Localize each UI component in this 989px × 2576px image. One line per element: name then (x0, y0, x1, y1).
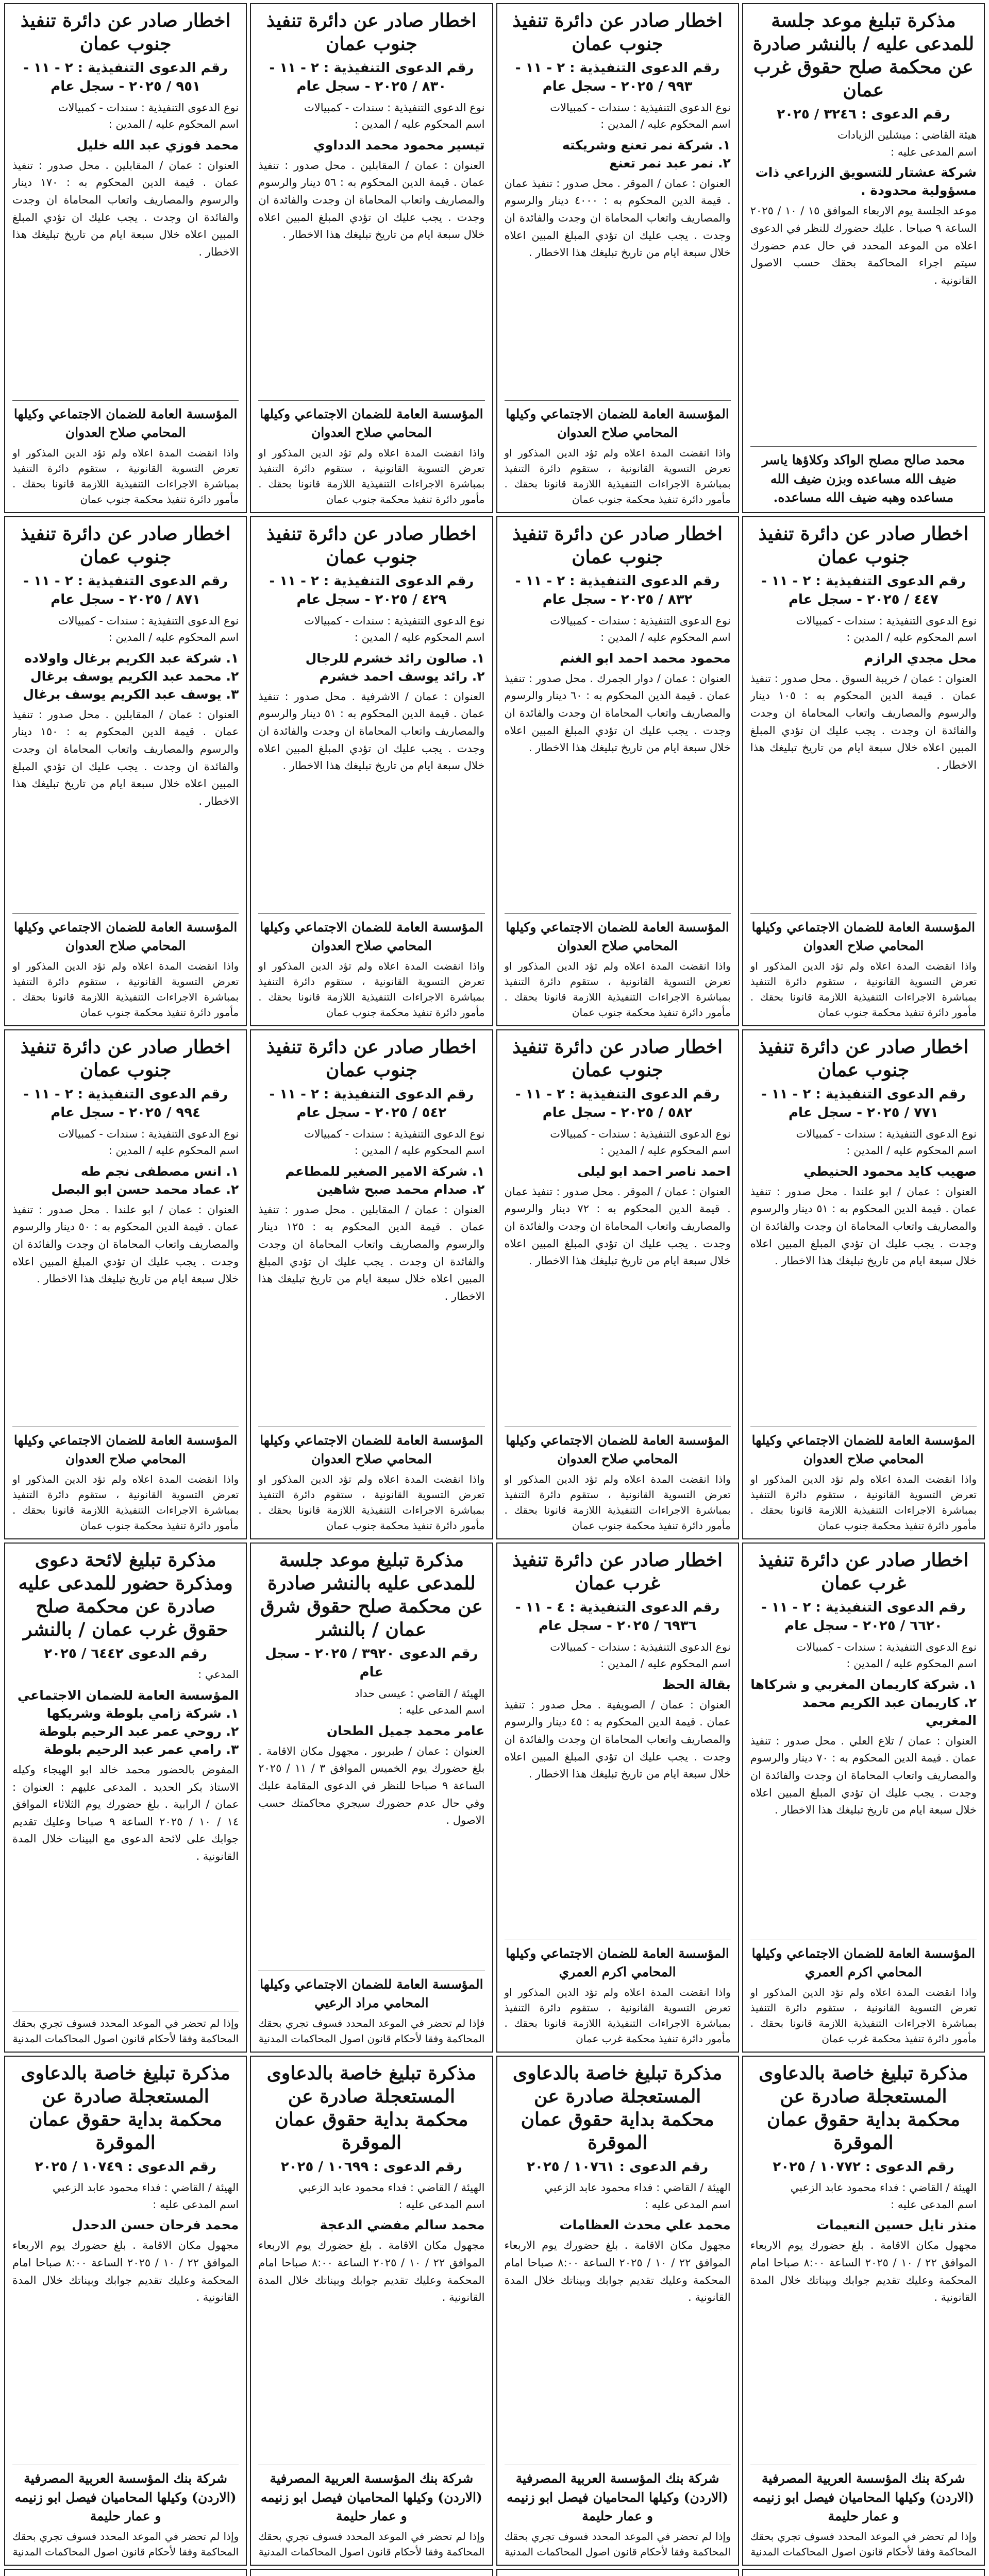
notice-body: مجهول مكان الاقامة . بلغ حضورك يوم الاربعاء الموافق ٢٢ / ١٠ / ٢٠٢٥ الساعة ٨:٠٠ صباحا امام المحكمة وعليك تقديم جوابك وبيناتك خلال المدة القانونية . (12, 2239, 239, 2304)
notice-details (505, 99, 731, 133)
party-name: ٢. كاريمان عبد الكريم محمد المغربي (802, 1694, 977, 1728)
legal-notice (742, 1029, 985, 1539)
notice-footer: واذا انقضت المدة اعلاه ولم تؤد الدين المذكور او تعرض التسوية القانونية ، ستقوم دائرة التنفيذ بمباشرة الاجراءات التنفيذية اللازمة قانونا بحقك . مأمور دائرة تنفيذ محكمة جنوب عمان (258, 960, 485, 1019)
legal-notice (4, 1543, 247, 2053)
notice-signature: المؤسسة العامة للضمان الاجتماعي وكيلها المحامي اكرم العمري (751, 1945, 976, 1979)
notice-detail-line: الهيئة / القاضي : فداء محمود عابد الزعبي (298, 2181, 485, 2194)
notice-title: اخطار صادر عن دائرة تنفيذ غرب عمان (512, 1549, 723, 1594)
legal-notice (250, 2569, 493, 2576)
notice-footer: واذا انقضت المدة اعلاه ولم تؤد الدين المذكور او تعرض التسوية القانونية ، ستقوم دائرة التنفيذ بمباشرة الاجراءات التنفيذية اللازمة قانونا بحقك . مأمور دائرة تنفيذ محكمة جنوب عمان (504, 447, 731, 505)
defendant-names (258, 1722, 484, 1740)
notice-body: العنوان : عمان / تلاع العلي . محل صدور : تنفيذ عمان . قيمة الدين المحكوم به : ٧٠ دينار والرسوم والمصاريف واتعاب المحاماة ان وجدت والفائدة ان وجدت . يجب عليك ان تؤدي المبلغ المبين اعلاه خلال سبعة ايام من تاريخ تبليغك هذا الاخطار . (750, 1734, 977, 1817)
notice-details (505, 1639, 731, 1672)
notice-title: اخطار صادر عن دائرة تنفيذ جنوب عمان (758, 1036, 969, 1081)
notice-title: اخطار صادر عن دائرة تنفيذ جنوب عمان (20, 10, 231, 55)
notice-details (750, 2179, 977, 2213)
notice-footer: وإذا لم تحضر في الموعد المحدد فسوف تجري بحقك المحاكمة وفقا لأحكام قانون اصول المحاكمات المدنية (12, 2530, 239, 2558)
notice-title: اخطار صادر عن دائرة تنفيذ جنوب عمان (758, 523, 969, 568)
party-name: ٢. صدام محمد صبح شاهين (316, 1181, 485, 1197)
notice-detail-line: اسم المدعى عليه : (890, 145, 977, 158)
notices-grid (4, 3, 985, 2576)
party-name: محل مجدي الرازم (864, 650, 977, 666)
notice-title: مذكرة تبليغ موعد جلسة للمدعى عليه / بالنشر صادرة عن محكمة صلح حقوق غرب عمان (752, 10, 975, 101)
notice-detail-line: اسم المحكوم عليه / المدين : (600, 1144, 731, 1157)
notice-details (750, 613, 977, 646)
party-name: عامر محمد جميل الطحان (326, 1723, 485, 1738)
notice-footer: وإذا لم تحضر في الموعد المحدد فسوف تجري بحقك المحاكمة وفقا لأحكام قانون اصول المحاكمات المدنية (258, 2530, 485, 2558)
notice-title: اخطار صادر عن دائرة تنفيذ جنوب عمان (512, 10, 723, 55)
legal-notice (250, 2056, 493, 2566)
party-name: ١. شركة نمر تعنع وشريكته (562, 137, 731, 152)
notice-body: العنوان : عمان / الصويفية . محل صدور : تنفيذ عمان . قيمة الدين المحكوم به : ٤٥ دينار والرسوم والمصاريف واتعاب المحاماة ان وجدت والفائدة ان وجدت . يجب عليك ان تؤدي المبلغ المبين اعلاه خلال سبعة ايام من تاريخ تبليغك هذا الاخطار . (504, 1698, 731, 1781)
divider (12, 400, 239, 401)
notice-body: العنوان : عمان / دوار الجمرك . محل صدور : تنفيذ عمان . قيمة الدين المحكوم به : ٦٠ دينار والرسوم والمصاريف واتعاب المحاماة ان وجدت والفائدة ان وجدت . يجب عليك ان تؤدي المبلغ المبين اعلاه خلال سبعة ايام من تاريخ تبليغك هذا الاخطار . (504, 672, 731, 754)
defendant-names (505, 649, 731, 667)
notice-signature: المؤسسة العامة للضمان الاجتماعي وكيلها المحامي صلاح العدوان (260, 919, 483, 953)
notice-signature: المؤسسة العامة للضمان الاجتماعي وكيلها المحامي صلاح العدوان (13, 1432, 238, 1466)
notice-title: اخطار صادر عن دائرة تنفيذ جنوب عمان (512, 1036, 723, 1081)
notice-title: مذكرة تبليغ خاصة بالدعاوى المستعجلة صادرة عن محكمة بداية حقوق عمان الموقرة (266, 2062, 477, 2154)
case-number: رقم الدعوى : ١٠٧٤٩ / ٢٠٢٥ (35, 2159, 216, 2175)
notice-signature: شركة بنك المؤسسة العربية المصرفية (الاردن) وكيلها المحاميان فيصل ابو زنيمه و عمار حليمة (507, 2471, 729, 2523)
notice-detail-line: اسم المحكوم عليه / المدين : (846, 1657, 977, 1670)
case-number: رقم الدعوى التنفيذية : ٢ - ١١ - ٦٦٢٠ / ٢٠٢٥ - سجل عام (761, 1600, 966, 1634)
legal-notice (742, 516, 985, 1026)
notice-footer: واذا انقضت المدة اعلاه ولم تؤد الدين المذكور او تعرض التسوية القانونية ، ستقوم دائرة التنفيذ بمباشرة الاجراءات التنفيذية اللازمة قانونا بحقك . مأمور دائرة تنفيذ محكمة جنوب عمان (12, 960, 239, 1019)
notice-title: مذكرة تبليغ خاصة بالدعاوى المستعجلة صادرة عن محكمة بداية حقوق عمان الموقرة (759, 2062, 968, 2154)
notice-footer: واذا انقضت المدة اعلاه ولم تؤد الدين المذكور او تعرض التسوية القانونية ، ستقوم دائرة التنفيذ بمباشرة الاجراءات التنفيذية اللازمة قانونا بحقك . مأمور دائرة تنفيذ محكمة جنوب عمان (258, 1473, 485, 1532)
party-name: ٢. رائد يوسف احمد خشرم (319, 668, 485, 684)
notice-signature: المؤسسة العامة للضمان الاجتماعي وكيلها المحامي اكرم العمري (506, 1945, 729, 1979)
notice-signature: المؤسسة العامة للضمان الاجتماعي وكيلها المحامي صلاح العدوان (506, 406, 729, 440)
case-number: رقم الدعوى التنفيذية : ٢ - ١١ - ٤٤٧ / ٢٠٢٥ - سجل عام (761, 573, 966, 608)
defendant-names (12, 1686, 239, 1758)
defendant-names (505, 136, 731, 172)
divider (12, 913, 239, 914)
notice-detail-line: اسم المدعى عليه : (644, 2198, 731, 2211)
notice-detail-line: نوع الدعوى التنفيذية : سندات - كمبيالات (550, 1127, 731, 1140)
case-number: رقم الدعوى التنفيذية : ٤ - ١١ - ٦٩٣٦ / ٢٠٢٥ - سجل عام (515, 1600, 720, 1634)
defendant-names (12, 1162, 239, 1198)
notice-footer: واذا انقضت المدة اعلاه ولم تؤد الدين المذكور او تعرض التسوية القانونية ، ستقوم دائرة التنفيذ بمباشرة الاجراءات التنفيذية اللازمة قانونا بحقك . مأمور دائرة تنفيذ محكمة جنوب عمان (504, 1473, 731, 1532)
defendant-names (12, 649, 239, 703)
notice-body: المفوض بالحضور محمد خالد ابو الهيجاء وكيله الاستاذ بكر الحديد . المدعى عليهم : العنوان : عمان / الرابية . بلغ حضورك يوم الثلاثاء الموافق ١٤ / ١٠ / ٢٠٢٥ الساعة ٩ صباحا وعليك تقديم جوابك على لائحة الدعوى مع البينات خلال المدة القانونية . (12, 1763, 239, 1862)
notice-details (505, 2179, 731, 2213)
party-name: ١. شركة الامير الصغير للمطاعم (285, 1163, 485, 1179)
notice-footer: واذا انقضت المدة اعلاه ولم تؤد الدين المذكور او تعرض التسوية القانونية ، ستقوم دائرة التنفيذ بمباشرة الاجراءات التنفيذية اللازمة قانونا بحقك . مأمور دائرة تنفيذ محكمة غرب عمان (750, 1986, 977, 2045)
legal-notice (250, 1029, 493, 1539)
party-name: شركة عشتار للتسويق الزراعي ذات مسؤولية محدودة . (755, 165, 977, 198)
notice-title: مذكرة تبليغ لائحة دعوى ومذكرة حضور للمدعى عليه صادرة عن محكمة صلح حقوق غرب عمان / بالنشر (18, 1549, 233, 1640)
notice-detail-line: اسم المحكوم عليه / المدين : (846, 1144, 977, 1157)
notice-title: اخطار صادر عن دائرة تنفيذ جنوب عمان (20, 523, 231, 568)
case-number: رقم الدعوى التنفيذية : ٢ - ١١ - ٨٣٢ / ٢٠٢٥ - سجل عام (515, 573, 720, 608)
notice-detail-line: نوع الدعوى التنفيذية : سندات - كمبيالات (796, 1640, 977, 1653)
notice-signature: المؤسسة العامة للضمان الاجتماعي وكيلها المحامي صلاح العدوان (13, 919, 238, 953)
party-name: ٢. روحي عمر عبد الرحيم بلوطة (39, 1723, 239, 1739)
notice-detail-line: الهيئة / القاضي : فداء محمود عابد الزعبي (790, 2181, 977, 2194)
party-name: محمد فوزي عبد الله خليل (76, 137, 239, 152)
notice-detail-line: اسم المحكوم عليه / المدين : (600, 1657, 731, 1670)
legal-notice (742, 2056, 985, 2566)
party-name: منذر نايل حسين النعيمات (816, 2217, 977, 2233)
notice-footer: واذا انقضت المدة اعلاه ولم تؤد الدين المذكور او تعرض التسوية القانونية ، ستقوم دائرة التنفيذ بمباشرة الاجراءات التنفيذية اللازمة قانونا بحقك . مأمور دائرة تنفيذ محكمة جنوب عمان (258, 447, 485, 505)
legal-notice (250, 3, 493, 513)
notice-detail-line: اسم المحكوم عليه / المدين : (846, 631, 977, 644)
notice-detail-line: هيئة القاضي : ميشلين الزيادات (837, 129, 977, 142)
party-name: ٣. يوسف عبد الكريم يوسف برغال (23, 686, 239, 702)
defendant-names (750, 2216, 977, 2234)
divider (505, 400, 731, 401)
legal-notice (742, 1543, 985, 2053)
notice-signature: المؤسسة العامة للضمان الاجتماعي وكيلها المحامي صلاح العدوان (260, 406, 483, 440)
divider (505, 913, 731, 914)
notice-footer: فإذا لم تحضر في الموعد المحدد فسوف تجري بحقك المحاكمة وفقا لأحكام قانون اصول المحاكمات المدنية (258, 2017, 485, 2045)
notice-detail-line: اسم المدعى عليه : (398, 2198, 485, 2211)
legal-notice (496, 1029, 739, 1539)
notice-footer: واذا انقضت المدة اعلاه ولم تؤد الدين المذكور او تعرض التسوية القانونية ، ستقوم دائرة التنفيذ بمباشرة الاجراءات التنفيذية اللازمة قانونا بحقك . مأمور دائرة تنفيذ محكمة جنوب عمان (12, 1473, 239, 1532)
notice-body: مجهول مكان الاقامة . بلغ حضورك يوم الاربعاء الموافق ٢٢ / ١٠ / ٢٠٢٥ الساعة ٨:٠٠ صباحا امام المحكمة وعليك تقديم جوابك وبيناتك خلال المدة القانونية . (258, 2239, 485, 2304)
notice-body: العنوان : عمان / المقابلين . محل صدور : تنفيذ عمان . قيمة الدين المحكوم به : ١٢٥ دينار والرسوم والمصاريف واتعاب المحاماة ان وجدت والفائدة ان وجدت . يجب عليك ان تؤدي المبلغ المبين اعلاه خلال سبعة ايام من تاريخ تبليغك هذا الاخطار . (258, 1203, 485, 1302)
notice-title: اخطار صادر عن دائرة تنفيذ جنوب عمان (512, 523, 723, 568)
notice-detail-line: نوع الدعوى التنفيذية : سندات - كمبيالات (550, 614, 731, 627)
legal-notice (742, 3, 985, 513)
notice-signature: محمد صالح مصلح الواكد وكلاؤها ياسر ضيف الله مساعده وبزن ضيف الله مساعده وهبه ضيف الله مساعده. (762, 452, 965, 505)
legal-notice (4, 3, 247, 513)
case-number: رقم الدعوى التنفيذية : ٢ - ١١ - ٧٧١ / ٢٠٢٥ - سجل عام (761, 1087, 966, 1121)
party-name: احمد ناصر احمد ابو ليلى (577, 1163, 731, 1179)
notice-details (12, 1126, 239, 1159)
notice-footer: واذا انقضت المدة اعلاه ولم تؤد الدين المذكور او تعرض التسوية القانونية ، ستقوم دائرة التنفيذ بمباشرة الاجراءات التنفيذية اللازمة قانونا بحقك . مأمور دائرة تنفيذ محكمة جنوب عمان (750, 960, 977, 1019)
case-number: رقم الدعوى التنفيذية : ٢ - ١١ - ٥٤٢ / ٢٠٢٥ - سجل عام (269, 1087, 474, 1121)
case-number: رقم الدعوى ٣٩٢٠ / ٢٠٢٥ - سجل عام (265, 1646, 478, 1681)
legal-notice (4, 1029, 247, 1539)
notice-detail-line: نوع الدعوى التنفيذية : سندات - كمبيالات (796, 614, 977, 627)
notice-detail-line: نوع الدعوى التنفيذية : سندات - كمبيالات (550, 1640, 731, 1653)
legal-notice (496, 2056, 739, 2566)
notice-body: العنوان : عمان / الاشرفية . محل صدور : تنفيذ عمان . قيمة الدين المحكوم به : ٥١ دينار والرسوم والمصاريف واتعاب المحاماة ان وجدت والفائدة ان وجدت . يجب عليك ان تؤدي المبلغ المبين اعلاه خلال سبعة ايام من تاريخ تبليغك هذا الاخطار . (258, 690, 485, 772)
notice-detail-line: اسم المدعى عليه : (890, 2198, 977, 2211)
defendant-names (12, 2216, 239, 2234)
notice-details (505, 1126, 731, 1159)
notice-body: العنوان : عمان / الموقر . محل صدور : تنفيذ عمان . قيمة الدين المحكوم به : ٧٢ دينار والرسوم والمصاريف واتعاب المحاماة ان وجدت والفائدة ان وجدت . يجب عليك ان تؤدي المبلغ المبين اعلاه خلال سبعة ايام من تاريخ تبليغك هذا الاخطار . (504, 1185, 731, 1267)
legal-notice (496, 1543, 739, 2053)
divider (750, 913, 977, 914)
legal-notice (496, 516, 739, 1026)
notice-title: اخطار صادر عن دائرة تنفيذ جنوب عمان (266, 10, 477, 55)
notice-detail-line: نوع الدعوى التنفيذية : سندات - كمبيالات (304, 101, 485, 114)
defendant-names (750, 1162, 977, 1180)
notice-signature: المؤسسة العامة للضمان الاجتماعي وكيلها المحامي صلاح العدوان (260, 1432, 483, 1466)
party-name: صهيب كايد محمود الحنيطي (803, 1163, 977, 1179)
notice-body: العنوان : عمان / ابو علندا . محل صدور : تنفيذ عمان . قيمة الدين المحكوم به : ٥٠ دينار والرسوم والمصاريف واتعاب المحاماة ان وجدت والفائدة ان وجدت . يجب عليك ان تؤدي المبلغ المبين اعلاه خلال سبعة ايام من تاريخ تبليغك هذا الاخطار . (12, 1203, 239, 1285)
notice-detail-line: نوع الدعوى التنفيذية : سندات - كمبيالات (304, 1127, 485, 1140)
notice-details (258, 613, 484, 646)
party-name: ١. صالون رائد خشرم للرجال (305, 650, 485, 666)
case-number: رقم الدعوى : ١٠٦٩٩ / ٢٠٢٥ (280, 2159, 462, 2175)
notice-signature: المؤسسة العامة للضمان الاجتماعي وكيلها المحامي صلاح العدوان (13, 406, 238, 440)
defendant-names (750, 1675, 977, 1730)
legal-notice (496, 3, 739, 513)
divider (750, 446, 977, 447)
divider (258, 913, 484, 914)
party-name: ١. انس مصطفى نجم طه (80, 1163, 239, 1179)
notice-detail-line: اسم المحكوم عليه / المدين : (108, 631, 239, 644)
notice-details (258, 2179, 484, 2213)
notice-details (258, 1126, 484, 1159)
case-number: رقم الدعوى التنفيذية : ٢ - ١١ - ٩٩٣ / ٢٠٢٥ - سجل عام (515, 60, 720, 95)
notice-details (750, 1126, 977, 1159)
defendant-names (505, 1675, 731, 1693)
legal-notice (496, 2569, 739, 2576)
party-name: محمود محمد احمد ابو الغنم (560, 650, 731, 666)
case-number: رقم الدعوى التنفيذية : ٢ - ١١ - ٩٥١ / ٢٠٢٥ - سجل عام (23, 60, 228, 95)
party-name: تيسير محمود محمد الدداوي (313, 137, 485, 152)
party-name: ١. شركة زامي بلوطة وشريكها (46, 1705, 239, 1721)
case-number: رقم الدعوى التنفيذية : ٢ - ١١ - ٥٨٢ / ٢٠٢٥ - سجل عام (515, 1087, 720, 1121)
case-number: رقم الدعوى : ١٠٧٦١ / ٢٠٢٥ (527, 2159, 709, 2175)
notice-signature: شركة بنك المؤسسة العربية المصرفية (الاردن) وكيلها المحاميان فيصل ابو زنيمه و عمار حليمة (260, 2471, 482, 2523)
notice-detail-line: اسم المحكوم عليه / المدين : (108, 118, 239, 131)
case-number: رقم الدعوى ٦٤٤٢ / ٢٠٢٥ (44, 1646, 207, 1662)
notice-signature: المؤسسة العامة للضمان الاجتماعي وكيلها المحامي صلاح العدوان (751, 919, 976, 953)
notice-footer: واذا انقضت المدة اعلاه ولم تؤد الدين المذكور او تعرض التسوية القانونية ، ستقوم دائرة التنفيذ بمباشرة الاجراءات التنفيذية اللازمة قانونا بحقك . مأمور دائرة تنفيذ محكمة غرب عمان (504, 1986, 731, 2045)
case-number: رقم الدعوى التنفيذية : ٢ - ١١ - ٨٧١ / ٢٠٢٥ - سجل عام (23, 573, 228, 608)
defendant-names (258, 649, 484, 685)
party-name: محمد سالم مفضي الدعجة (320, 2217, 485, 2233)
notice-details (505, 613, 731, 646)
notice-footer: واذا انقضت المدة اعلاه ولم تؤد الدين المذكور او تعرض التسوية القانونية ، ستقوم دائرة التنفيذ بمباشرة الاجراءات التنفيذية اللازمة قانونا بحقك . مأمور دائرة تنفيذ محكمة جنوب عمان (12, 447, 239, 505)
case-number: رقم الدعوى التنفيذية : ٢ - ١١ - ٩٩٤ / ٢٠٢٥ - سجل عام (23, 1087, 228, 1121)
notice-details (258, 1685, 484, 1719)
legal-notice (250, 1543, 493, 2053)
defendant-names (505, 1162, 731, 1180)
notice-details (258, 99, 484, 133)
defendant-names (750, 163, 977, 199)
notice-detail-line: اسم المحكوم عليه / المدين : (600, 631, 731, 644)
legal-notice (4, 516, 247, 1026)
legal-notice (742, 2569, 985, 2576)
notice-detail-line: نوع الدعوى التنفيذية : سندات - كمبيالات (58, 614, 239, 627)
notice-signature: المؤسسة العامة للضمان الاجتماعي وكيلها المحامي صلاح العدوان (751, 1432, 976, 1466)
notice-body: العنوان : عمان / طبربور . مجهول مكان الاقامة . بلغ حضورك يوم الخميس الموافق ٣ / ١١ / ٢٠٢٥ الساعة ٩ صباحا للنظر في الدعوى المقامة عليك وفي حال عدم حضورك سيجري محاكمتك حسب الاصول . (258, 1744, 485, 1827)
defendant-names (258, 1162, 484, 1198)
notice-details (12, 1666, 239, 1683)
notice-signature: المؤسسة العامة للضمان الاجتماعي وكيلها المحامي صلاح العدوان (506, 919, 729, 953)
notice-title: اخطار صادر عن دائرة تنفيذ جنوب عمان (266, 1036, 477, 1081)
notice-title: مذكرة تبليغ خاصة بالدعاوى المستعجلة صادرة عن محكمة بداية حقوق عمان الموقرة (21, 2062, 230, 2154)
notice-body: مجهول مكان الاقامة . بلغ حضورك يوم الاربعاء الموافق ٢٢ / ١٠ / ٢٠٢٥ الساعة ٨:٠٠ صباحا امام المحكمة وعليك تقديم جوابك وبيناتك خلال المدة القانونية . (504, 2239, 731, 2304)
notice-detail-line: اسم المحكوم عليه / المدين : (354, 1144, 485, 1157)
notice-detail-line: نوع الدعوى التنفيذية : سندات - كمبيالات (304, 614, 485, 627)
notice-detail-line: اسم المدعى عليه : (398, 1704, 485, 1717)
notice-footer: وإذا لم تحضر في الموعد المحدد فسوف تجري بحقك المحاكمة وفقا لأحكام قانون اصول المحاكمات المدنية (750, 2530, 977, 2558)
notice-detail-line: نوع الدعوى التنفيذية : سندات - كمبيالات (796, 1127, 977, 1140)
notice-detail-line: الهيئة / القاضي : عيسى حداد (355, 1687, 485, 1700)
notice-detail-line: نوع الدعوى التنفيذية : سندات - كمبيالات (58, 1127, 239, 1140)
notice-title: اخطار صادر عن دائرة تنفيذ جنوب عمان (20, 1036, 231, 1081)
notice-body: العنوان : عمان / خريبة السوق . محل صدور : تنفيذ عمان . قيمة الدين المحكوم به : ١٠٥ دينار والرسوم والمصاريف واتعاب المحاماة ان وجدت والفائدة ان وجدت . يجب عليك ان تؤدي المبلغ المبين اعلاه خلال سبعة ايام من تاريخ تبليغك هذا الاخطار . (750, 672, 977, 771)
notice-title: اخطار صادر عن دائرة تنفيذ جنوب عمان (266, 523, 477, 568)
case-number: رقم الدعوى التنفيذية : ٢ - ١١ - ٤٢٩ / ٢٠٢٥ - سجل عام (269, 573, 474, 608)
notice-signature: شركة بنك المؤسسة العربية المصرفية (الاردن) وكيلها المحاميان فيصل ابو زنيمه و عمار حليمة (14, 2471, 237, 2523)
notice-detail-line: الهيئة / القاضي : فداء محمود عابد الزعبي (544, 2181, 731, 2194)
notice-body: العنوان : عمان / الموقر . محل صدور : تنفيذ عمان . قيمة الدين المحكوم به : ٤٠٠٠ دينار والرسوم والمصاريف واتعاب المحاماة ان وجدت والفائدة ان وجدت . يجب عليك ان تؤدي المبلغ المبين اعلاه خلال سبعة ايام من تاريخ تبليغك هذا الاخطار . (504, 177, 731, 259)
case-number: رقم الدعوى : ٣٢٤٦ / ٢٠٢٥ (777, 107, 950, 122)
party-name: محمد علي محدث العظامات (559, 2217, 731, 2233)
defendant-names (12, 136, 239, 154)
party-name: ٢. محمد عبد الكريم يوسف برغال (30, 668, 239, 684)
divider (258, 400, 484, 401)
notice-detail-line: اسم المحكوم عليه / المدين : (354, 631, 485, 644)
notice-signature: المؤسسة العامة للضمان الاجتماعي وكيلها المحامي مراد الرعيي (260, 1976, 483, 2010)
notice-signature: المؤسسة العامة للضمان الاجتماعي وكيلها المحامي صلاح العدوان (506, 1432, 729, 1466)
notice-body: العنوان : عمان / المقابلين . محل صدور : تنفيذ عمان . قيمة الدين المحكوم به : ٥٦ دينار والرسوم والمصاريف واتعاب المحاماة ان وجدت والفائدة ان وجدت . يجب عليك ان تؤدي المبلغ المبين اعلاه خلال سبعة ايام من تاريخ تبليغك هذا الاخطار . (258, 159, 485, 241)
party-name: ١. شركة كاريمان المغربي و شركاها (750, 1676, 977, 1692)
notice-details (12, 613, 239, 646)
notice-footer: وإذا لم تحضر في الموعد المحدد فسوف تجري بحقك المحاكمة وفقا لأحكام قانون اصول المحاكمات المدنية (12, 2017, 239, 2045)
party-name: المؤسسة العامة للضمان الاجتماعي (17, 1687, 239, 1703)
notice-details (750, 1639, 977, 1672)
notice-detail-line: نوع الدعوى التنفيذية : سندات - كمبيالات (550, 101, 731, 114)
notice-body: العنوان : عمان / المقابلين . محل صدور : تنفيذ عمان . قيمة الدين المحكوم به : ١٥٠ دينار والرسوم والمصاريف واتعاب المحاماة ان وجدت والفائدة ان وجدت . يجب عليك ان تؤدي المبلغ المبين اعلاه خلال سبعة ايام من تاريخ تبليغك هذا الاخطار . (12, 708, 239, 807)
notice-details (12, 2179, 239, 2213)
legal-notice (250, 516, 493, 1026)
defendant-names (750, 649, 977, 667)
party-name: ٢. نمر عبد نمر تعنع (609, 155, 731, 171)
notice-body: مجهول مكان الاقامة . بلغ حضورك يوم الاربعاء الموافق ٢٢ / ١٠ / ٢٠٢٥ الساعة ٨:٠٠ صباحا امام المحكمة وعليك تقديم جوابك وبيناتك خلال المدة القانونية . (750, 2239, 977, 2304)
notice-detail-line: اسم المحكوم عليه / المدين : (600, 118, 731, 131)
notice-title: مذكرة تبليغ موعد جلسة للمدعى عليه بالنشر صادرة عن محكمة صلح حقوق شرق عمان / بالنشر (260, 1549, 483, 1640)
notice-detail-line: الهيئة / القاضي : فداء محمود عابد الزعبي (53, 2181, 239, 2194)
notice-body: موعد الجلسة يوم الاربعاء الموافق ١٥ / ١٠ / ٢٠٢٥ الساعة ٩ صباحا . عليك حضورك للنظر في الدعوى اعلاه من الموعد المحدد في حال عدم حضورك سيتم اجراء المحاكمة بحقك حسب الاصول القانونية . (750, 205, 977, 286)
notice-title: مذكرة تبليغ خاصة بالدعاوى المستعجلة صادرة عن محكمة بداية حقوق عمان الموقرة (512, 2062, 723, 2154)
party-name: ١. شركة عبد الكريم برغال واولاده (24, 650, 239, 666)
party-name: محمد فرحان حسن الدحدل (72, 2217, 239, 2233)
notice-detail-line: اسم المدعى عليه : (153, 2198, 239, 2211)
legal-notice (4, 2056, 247, 2566)
legal-notice (4, 2569, 247, 2576)
notice-title: اخطار صادر عن دائرة تنفيذ غرب عمان (758, 1549, 969, 1594)
notice-footer: واذا انقضت المدة اعلاه ولم تؤد الدين المذكور او تعرض التسوية القانونية ، ستقوم دائرة التنفيذ بمباشرة الاجراءات التنفيذية اللازمة قانونا بحقك . مأمور دائرة تنفيذ محكمة جنوب عمان (750, 1473, 977, 1532)
party-name: ٣. رامي عمر عبد الرحيم بلوطة (43, 1741, 239, 1757)
case-number: رقم الدعوى التنفيذية : ٢ - ١١ - ٨٣٠ / ٢٠٢٥ - سجل عام (269, 60, 474, 95)
notice-footer: وإذا لم تحضر في الموعد المحدد فسوف تجري بحقك المحاكمة وفقا لأحكام قانون اصول المحاكمات المدنية (504, 2530, 731, 2558)
notice-detail-line: المدعي : (198, 1668, 239, 1681)
notice-signature: شركة بنك المؤسسة العربية المصرفية (الاردن) وكيلها المحاميان فيصل ابو زنيمه و عمار حليمة (752, 2471, 975, 2523)
party-name: ٢. عماد محمد حسن ابو البصل (51, 1181, 239, 1197)
defendant-names (258, 2216, 484, 2234)
notice-details (750, 127, 977, 160)
notice-body: العنوان : عمان / المقابلين . محل صدور : تنفيذ عمان . قيمة الدين المحكوم به : ١٧٠ دينار والرسوم والمصاريف واتعاب المحاماة ان وجدت والفائدة ان وجدت . يجب عليك ان تؤدي المبلغ المبين اعلاه خلال سبعة ايام من تاريخ تبليغك هذا الاخطار . (12, 159, 239, 258)
notice-detail-line: اسم المحكوم عليه / المدين : (108, 1144, 239, 1157)
defendant-names (505, 2216, 731, 2234)
notice-body: العنوان : عمان / ابو علندا . محل صدور : تنفيذ عمان . قيمة الدين المحكوم به : ٥١ دينار والرسوم والمصاريف واتعاب المحاماة ان وجدت والفائدة ان وجدت . يجب عليك ان تؤدي المبلغ المبين اعلاه خلال سبعة ايام من تاريخ تبليغك هذا الاخطار . (750, 1185, 977, 1267)
case-number: رقم الدعوى : ١٠٧٧٢ / ٢٠٢٥ (773, 2159, 954, 2175)
defendant-names (258, 136, 484, 154)
notice-detail-line: نوع الدعوى التنفيذية : سندات - كمبيالات (58, 101, 239, 114)
notice-details (12, 99, 239, 133)
notice-detail-line: اسم المحكوم عليه / المدين : (354, 118, 485, 131)
notice-footer: واذا انقضت المدة اعلاه ولم تؤد الدين المذكور او تعرض التسوية القانونية ، ستقوم دائرة التنفيذ بمباشرة الاجراءات التنفيذية اللازمة قانونا بحقك . مأمور دائرة تنفيذ محكمة جنوب عمان (504, 960, 731, 1019)
party-name: بقالة الحظ (662, 1676, 731, 1692)
